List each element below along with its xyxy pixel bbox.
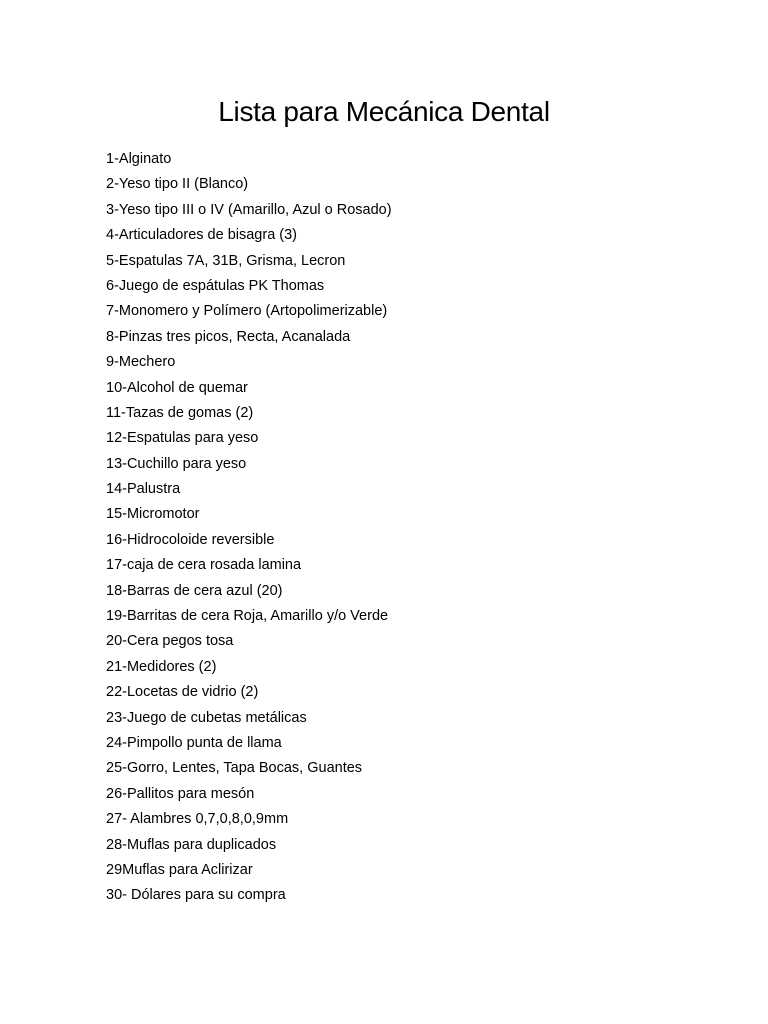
list-item: 5-Espatulas 7A, 31B, Grisma, Lecron bbox=[106, 252, 346, 269]
supply-list bbox=[106, 147, 392, 909]
list-item: 18-Barras de cera azul (20) bbox=[106, 582, 283, 599]
list-item: 25-Gorro, Lentes, Tapa Bocas, Guantes bbox=[106, 760, 363, 777]
page-title: Lista para Mecánica Dental bbox=[218, 96, 550, 127]
list-item: 11-Tazas de gomas (2) bbox=[106, 404, 254, 421]
list-item: 12-Espatulas para yeso bbox=[106, 430, 259, 447]
list-item: 1-Alginato bbox=[106, 151, 172, 167]
list-item: 28-Muflas para duplicados bbox=[106, 836, 277, 853]
list-item: 4-Articuladores de bisagra (3) bbox=[106, 227, 298, 244]
list-item: 10-Alcohol de quemar bbox=[106, 379, 248, 396]
list-item: 30- Dólares para su compra bbox=[106, 887, 286, 904]
list-item: 3-Yeso tipo III o IV (Amarillo, Azul o Rosado) bbox=[106, 201, 392, 218]
list-item: 13-Cuchillo para yeso bbox=[106, 455, 247, 472]
list-item: 22-Locetas de vidrio (2) bbox=[106, 684, 259, 701]
list-item: 2-Yeso tipo II (Blanco) bbox=[106, 176, 249, 193]
list-item: 15-Micromotor bbox=[106, 506, 200, 523]
list-item: 6-Juego de espátulas PK Thomas bbox=[106, 277, 325, 294]
list-item: 24-Pimpollo punta de llama bbox=[106, 734, 282, 751]
list-item: 16-Hidrocoloide reversible bbox=[106, 531, 275, 548]
list-item: 14-Palustra bbox=[106, 481, 181, 498]
list-item: 8-Pinzas tres picos, Recta, Acanalada bbox=[106, 328, 351, 345]
list-item: 9-Mechero bbox=[106, 354, 176, 371]
list-item: 27- Alambres 0,7,0,8,0,9mm bbox=[106, 811, 289, 828]
list-item: 26-Pallitos para mesón bbox=[106, 785, 255, 802]
list-item: 21-Medidores (2) bbox=[106, 658, 217, 675]
list-item: 29Muflas para Aclirizar bbox=[106, 861, 253, 878]
list-item: 23-Juego de cubetas metálicas bbox=[106, 709, 307, 726]
list-item: 7-Monomero y Polímero (Artopolimerizable) bbox=[106, 303, 388, 320]
list-item: 19-Barritas de cera Roja, Amarillo y/o Verde bbox=[106, 608, 389, 625]
list-item: 17-caja de cera rosada lamina bbox=[106, 557, 302, 574]
list-item: 20-Cera pegos tosa bbox=[106, 633, 234, 650]
